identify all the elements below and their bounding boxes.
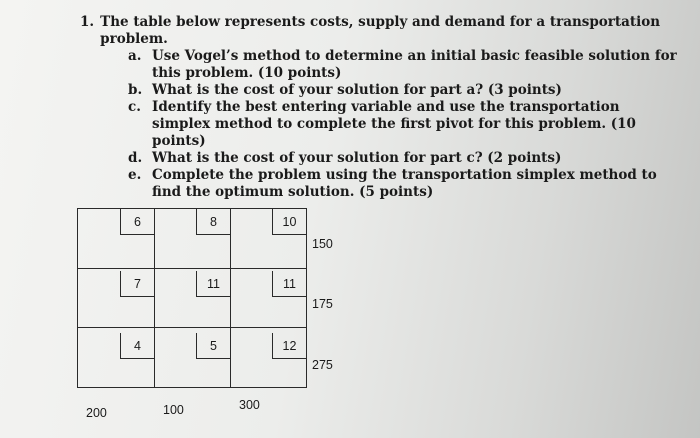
demand-value: 100 — [163, 403, 184, 417]
grid-line — [78, 268, 306, 269]
cost-cell: 11 — [272, 271, 306, 297]
part-text: Use Vogel’s method to determine an initial basic feasible solution for this problem. (10 points) — [152, 48, 677, 81]
supply-value: 150 — [312, 237, 333, 251]
cost-cell: 8 — [196, 209, 230, 235]
cost-cell: 7 — [120, 271, 154, 297]
question-part-e — [128, 167, 680, 201]
part-text: Complete the problem using the transportation simplex method to find the optimum solution. (5 points) — [152, 167, 657, 200]
part-letter: a. — [128, 48, 142, 64]
question-part-b — [128, 82, 680, 99]
cost-cell: 5 — [196, 333, 230, 359]
question-part-a — [128, 48, 680, 82]
demand-value: 300 — [239, 398, 260, 412]
grid-line — [78, 327, 306, 328]
question-block — [80, 14, 680, 201]
grid-line — [230, 209, 231, 387]
part-text: What is the cost of your solution for part a? (3 points) — [152, 82, 562, 98]
question-number: 1. — [80, 14, 95, 30]
part-text: Identify the best entering variable and use the transportation simplex method to complete the first pivot for this problem. (10 points) — [152, 99, 636, 149]
cost-cell: 6 — [120, 209, 154, 235]
cost-cell: 10 — [272, 209, 306, 235]
part-letter: d. — [128, 150, 143, 166]
cost-cell: 11 — [196, 271, 230, 297]
part-letter: c. — [128, 99, 141, 115]
question-header — [80, 14, 680, 48]
question-part-d — [128, 150, 680, 167]
grid-line — [154, 209, 155, 387]
transportation-table — [77, 208, 307, 388]
demand-value: 200 — [86, 406, 107, 420]
part-text: What is the cost of your solution for part c? (2 points) — [152, 150, 562, 166]
question-parts — [80, 48, 680, 201]
supply-value: 275 — [312, 358, 333, 372]
question-part-c — [128, 99, 680, 150]
part-letter: e. — [128, 167, 142, 183]
cost-cell: 4 — [120, 333, 154, 359]
question-intro: The table below represents costs, supply and demand for a transportation problem. — [100, 14, 661, 47]
supply-value: 175 — [312, 297, 333, 311]
part-letter: b. — [128, 82, 143, 98]
cost-cell: 12 — [272, 333, 306, 359]
